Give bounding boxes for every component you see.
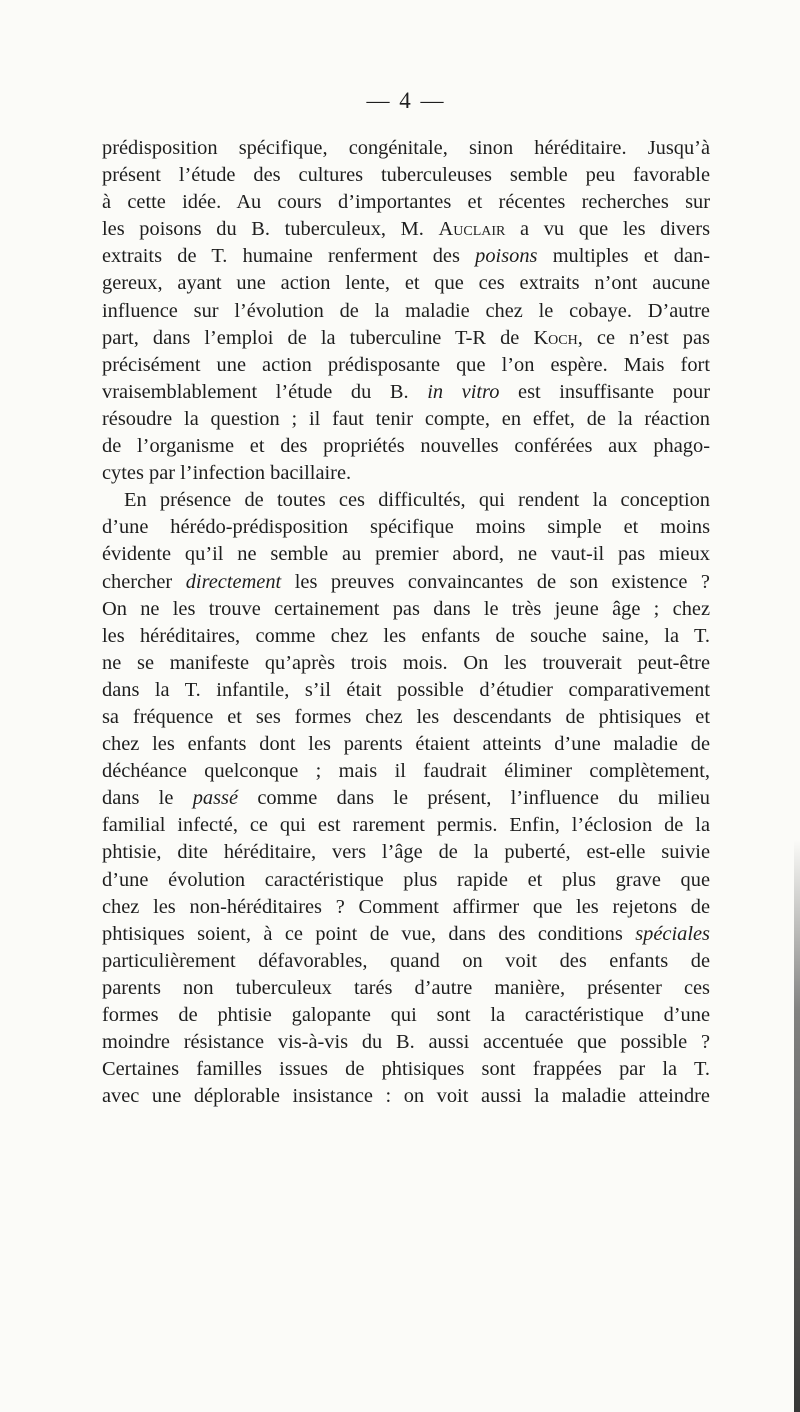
text-run: comme dans le présent, l’influence du milieu [238,787,711,810]
text-line [102,460,710,487]
text-run: part, dans l’emploi de la tuberculine T-R de [102,326,534,349]
text-run: vraisemblablement l’étude du B. [102,380,428,403]
italic-text: passé [192,787,239,810]
text-run: précisément une action prédisposante que l’on espère. Mais fort [102,353,710,376]
text-line [102,704,710,731]
text-line [102,189,710,216]
text-run: les héréditaires, comme chez les enfants de souche saine, la T. [102,624,710,647]
text-run: cytes par l’infection bacillaire. [102,462,352,485]
text-run: chez les non-héréditaires ? Comment affirmer que les rejetons de [102,895,710,918]
text-line [102,921,710,948]
text-line [102,1083,710,1110]
text-line [102,135,710,162]
text-line [102,487,710,514]
italic-text: spéciales [635,922,710,945]
author-name: Koch [533,326,578,349]
text-line [102,433,710,460]
text-line [102,894,710,921]
text-run: à cette idée. Au cours d’importantes et récentes recherches sur [102,191,710,214]
text-line [102,1002,710,1029]
text-run: Certaines familles issues de phtisiques sont frappées par la T. [102,1058,710,1081]
scan-edge-shadow [794,840,800,1412]
text-run: les preuves convaincantes de son existence ? [281,570,710,593]
text-line [102,270,710,297]
text-line [102,867,710,894]
text-run: prédisposition spécifique, congénitale, sinon héréditaire. Jusqu’à [102,137,710,159]
text-run: particulièrement défavorables, quand on voit des enfants de [102,949,710,972]
text-run: On ne les trouve certainement pas dans le très jeune âge ; chez [102,597,710,620]
text-run: multiples et dan- [537,245,710,268]
body-text [102,135,710,1110]
text-run: moindre résistance vis-à-vis du B. aussi accentuée que possible ? [102,1031,710,1054]
page-number: — 4 — [366,88,446,113]
text-run: déchéance quelconque ; mais il faudrait éliminer complètement, [102,760,710,783]
text-run: En présence de toutes ces difficultés, qui rendent la conception [124,489,710,512]
text-run: les poisons du B. tuberculeux, M. [102,218,439,241]
text-run: , ce n’est pas [577,326,710,349]
text-run: dans la T. infantile, s’il était possible d’étudier comparativement [102,678,710,701]
text-run: d’une hérédo-prédisposition spécifique moins simple et moins [102,516,710,539]
italic-text: poisons [475,245,538,268]
text-run: sa fréquence et ses formes chez les descendants de phtisiques et [102,705,710,728]
text-line [102,514,710,541]
text-line [102,298,710,325]
text-run: est insuffisante pour [499,380,711,403]
author-name: Auclair [438,218,506,241]
text-line [102,352,710,379]
text-run: familial infecté, ce qui est rarement permis. Enfin, l’éclosion de la [102,814,710,837]
text-line [102,541,710,568]
text-run: chez les enfants dont les parents étaient atteints d’une maladie de [102,733,710,756]
text-run: de l’organisme et des propriétés nouvelles conférées aux phago- [102,435,710,458]
text-run: présent l’étude des cultures tuberculeuses semble peu favorable [102,164,710,187]
text-line [102,406,710,433]
text-run: formes de phtisie galopante qui sont la caractéristique d’une [102,1004,710,1026]
text-line [102,379,710,406]
italic-text: directement [185,570,282,593]
text-run: dans le [102,787,193,810]
text-line [102,1029,710,1056]
text-run: influence sur l’évolution de la maladie chez le cobaye. D’autre [102,299,710,322]
text-run: d’une évolution caractéristique plus rapide et plus grave que [102,868,710,891]
text-line [102,569,710,596]
text-line [102,975,710,1002]
text-line [102,243,710,270]
text-run: évidente qu’il ne semble au premier abord, ne vaut-il pas mieux [102,543,710,566]
text-run: résoudre la question ; il faut tenir compte, en effet, de la réaction [102,407,710,430]
text-line [102,162,710,189]
text-run: phtisie, dite héréditaire, vers l’âge de la puberté, est-elle suivie [102,841,710,864]
text-run: ne se manifeste qu’après trois mois. On les trouverait peut-être [102,651,710,674]
text-line [102,731,710,758]
text-line [102,677,710,704]
italic-text: in vitro [427,380,500,403]
text-line [102,623,710,650]
text-run: parents non tuberculeux tarés d’autre manière, présenter ces [102,976,710,999]
text-line [102,596,710,623]
text-line [102,650,710,677]
text-line [102,758,710,785]
text-line [102,948,710,975]
text-line [102,812,710,839]
text-run: phtisiques soient, à ce point de vue, dans des conditions [102,922,636,945]
text-line [102,785,710,812]
text-run: gereux, ayant une action lente, et que ces extraits n’ont aucune [102,272,710,295]
text-line [102,325,710,352]
text-line [102,216,710,243]
text-line [102,839,710,866]
text-run: chercher [102,570,186,593]
text-run: a vu que les divers [505,218,711,241]
text-run: avec une déplorable insistance : on voit aussi la maladie atteindre [102,1085,710,1108]
text-line [102,1056,710,1083]
text-run: extraits de T. humaine renferment des [102,245,476,268]
